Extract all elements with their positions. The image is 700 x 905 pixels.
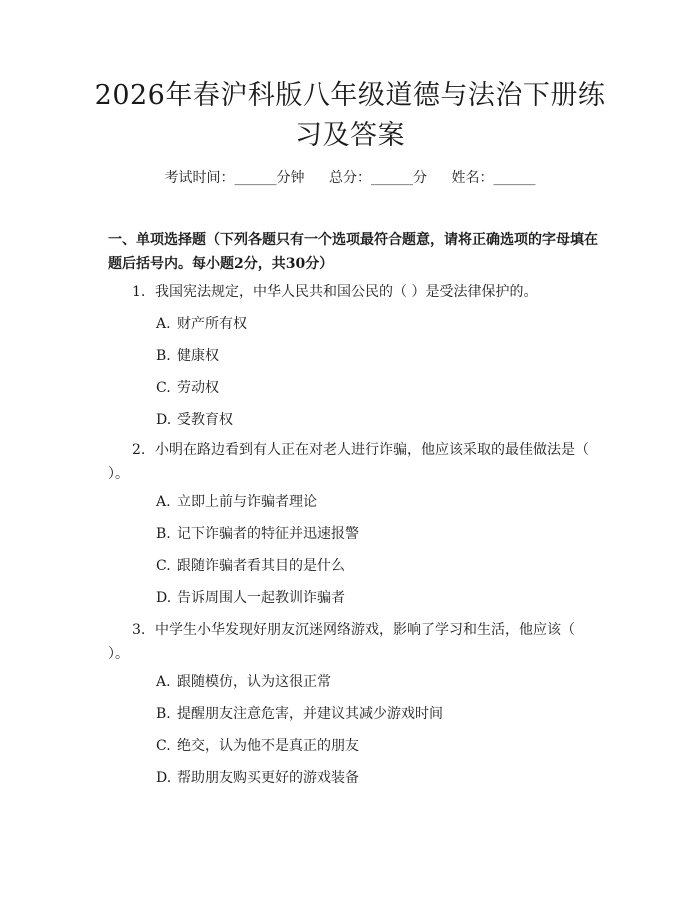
- page-title: 2026年春沪科版八年级道德与法治下册练习及答案: [94, 80, 606, 151]
- option-letter: D.: [156, 412, 172, 428]
- question-text: 小明在路边看到有人正在对老人进行诈骗，他应该采取的最佳做法是（ ）。: [108, 442, 589, 482]
- option-letter: B.: [156, 348, 171, 364]
- option-text: 健康权: [177, 348, 219, 364]
- option-text: 跟随模仿，认为这很正常: [177, 674, 331, 690]
- question-1: [108, 280, 598, 304]
- question-number: 2.: [132, 442, 146, 458]
- option-text: 立即上前与诈骗者理论: [177, 494, 317, 510]
- option-2d: [156, 588, 596, 608]
- option-letter: B.: [156, 706, 171, 722]
- option-text: 提醒朋友注意危害，并建议其减少游戏时间: [177, 706, 443, 722]
- option-text: 帮助朋友购买更好的游戏装备: [177, 770, 359, 786]
- option-3a: [156, 672, 596, 692]
- option-letter: C.: [156, 558, 171, 574]
- option-letter: D.: [156, 770, 172, 786]
- option-text: 受教育权: [177, 412, 233, 428]
- option-1a: [156, 314, 596, 334]
- question-number: 3.: [132, 622, 146, 638]
- option-1b: [156, 346, 596, 366]
- question-text: 中学生小华发现好朋友沉迷网络游戏，影响了学习和生活，他应该（ ）。: [108, 622, 575, 662]
- option-2a: [156, 492, 596, 512]
- total-score-field: 总分：______分: [329, 170, 427, 186]
- option-text: 跟随诈骗者看其目的是什么: [177, 558, 345, 574]
- question-number: 1.: [132, 284, 146, 300]
- section-heading: 一、单项选择题（下列各题只有一个选项最符合题意，请将正确选项的字母填在题后括号内。每小题2分，共30分）: [108, 232, 598, 272]
- option-3b: [156, 704, 596, 724]
- option-3c: [156, 736, 596, 756]
- question-2: [108, 438, 598, 486]
- option-text: 告诉周围人一起教训诈骗者: [177, 590, 345, 606]
- student-name-field: 姓名：______: [451, 170, 536, 186]
- option-2b: [156, 524, 596, 544]
- option-1c: [156, 378, 596, 398]
- option-2c: [156, 556, 596, 576]
- option-text: 绝交，认为他不是真正的朋友: [177, 738, 359, 754]
- option-1d: [156, 410, 596, 430]
- option-3d: [156, 768, 596, 788]
- option-letter: A.: [156, 494, 171, 510]
- option-text: 劳动权: [177, 380, 219, 396]
- option-letter: C.: [156, 380, 171, 396]
- exam-time-field: 考试时间：______分钟: [164, 170, 305, 186]
- option-letter: B.: [156, 526, 171, 542]
- option-letter: D.: [156, 590, 172, 606]
- exam-info-line: [0, 168, 700, 188]
- option-letter: C.: [156, 738, 171, 754]
- option-letter: A.: [156, 316, 171, 332]
- option-text: 财产所有权: [177, 316, 247, 332]
- option-letter: A.: [156, 674, 171, 690]
- option-text: 记下诈骗者的特征并迅速报警: [177, 526, 359, 542]
- question-3: [108, 618, 598, 666]
- question-text: 我国宪法规定，中华人民共和国公民的（ ）是受法律保护的。: [155, 284, 538, 300]
